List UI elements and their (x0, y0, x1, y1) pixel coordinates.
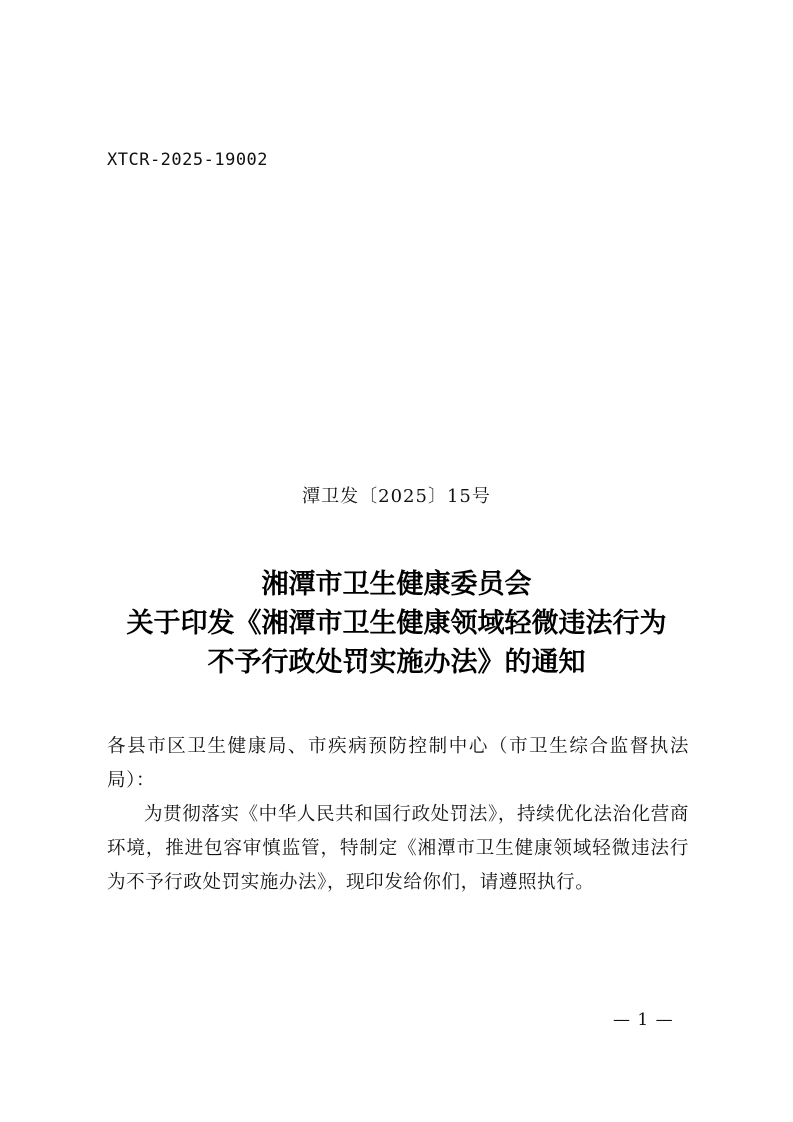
document-code: XTCR-2025-19002 (107, 150, 269, 170)
document-body (107, 730, 689, 900)
body-paragraph: 为贯彻落实《中华人民共和国行政处罚法》，持续优化法治化营商环境，推进包容审慎监管，特制定《湘潭市卫生健康领域轻微违法行为不予行政处罚实施办法》，现印发给你们，请遵照执行。 (107, 804, 689, 893)
title-line: 湘潭市卫生健康委员会 (261, 569, 532, 600)
page-number: — 1 — (613, 1010, 674, 1030)
document-title (80, 565, 713, 682)
title-line: 关于印发《湘潭市卫生健康领域轻微违法行为 (126, 608, 667, 639)
title-line: 不予行政处罚实施办法》的通知 (207, 647, 586, 678)
recipients-paragraph: 各县市区卫生健康局、市疾病预防控制中心（市卫生综合监督执法局）： (107, 736, 689, 791)
document-number: 潭卫发〔2025〕15号 (302, 486, 491, 507)
